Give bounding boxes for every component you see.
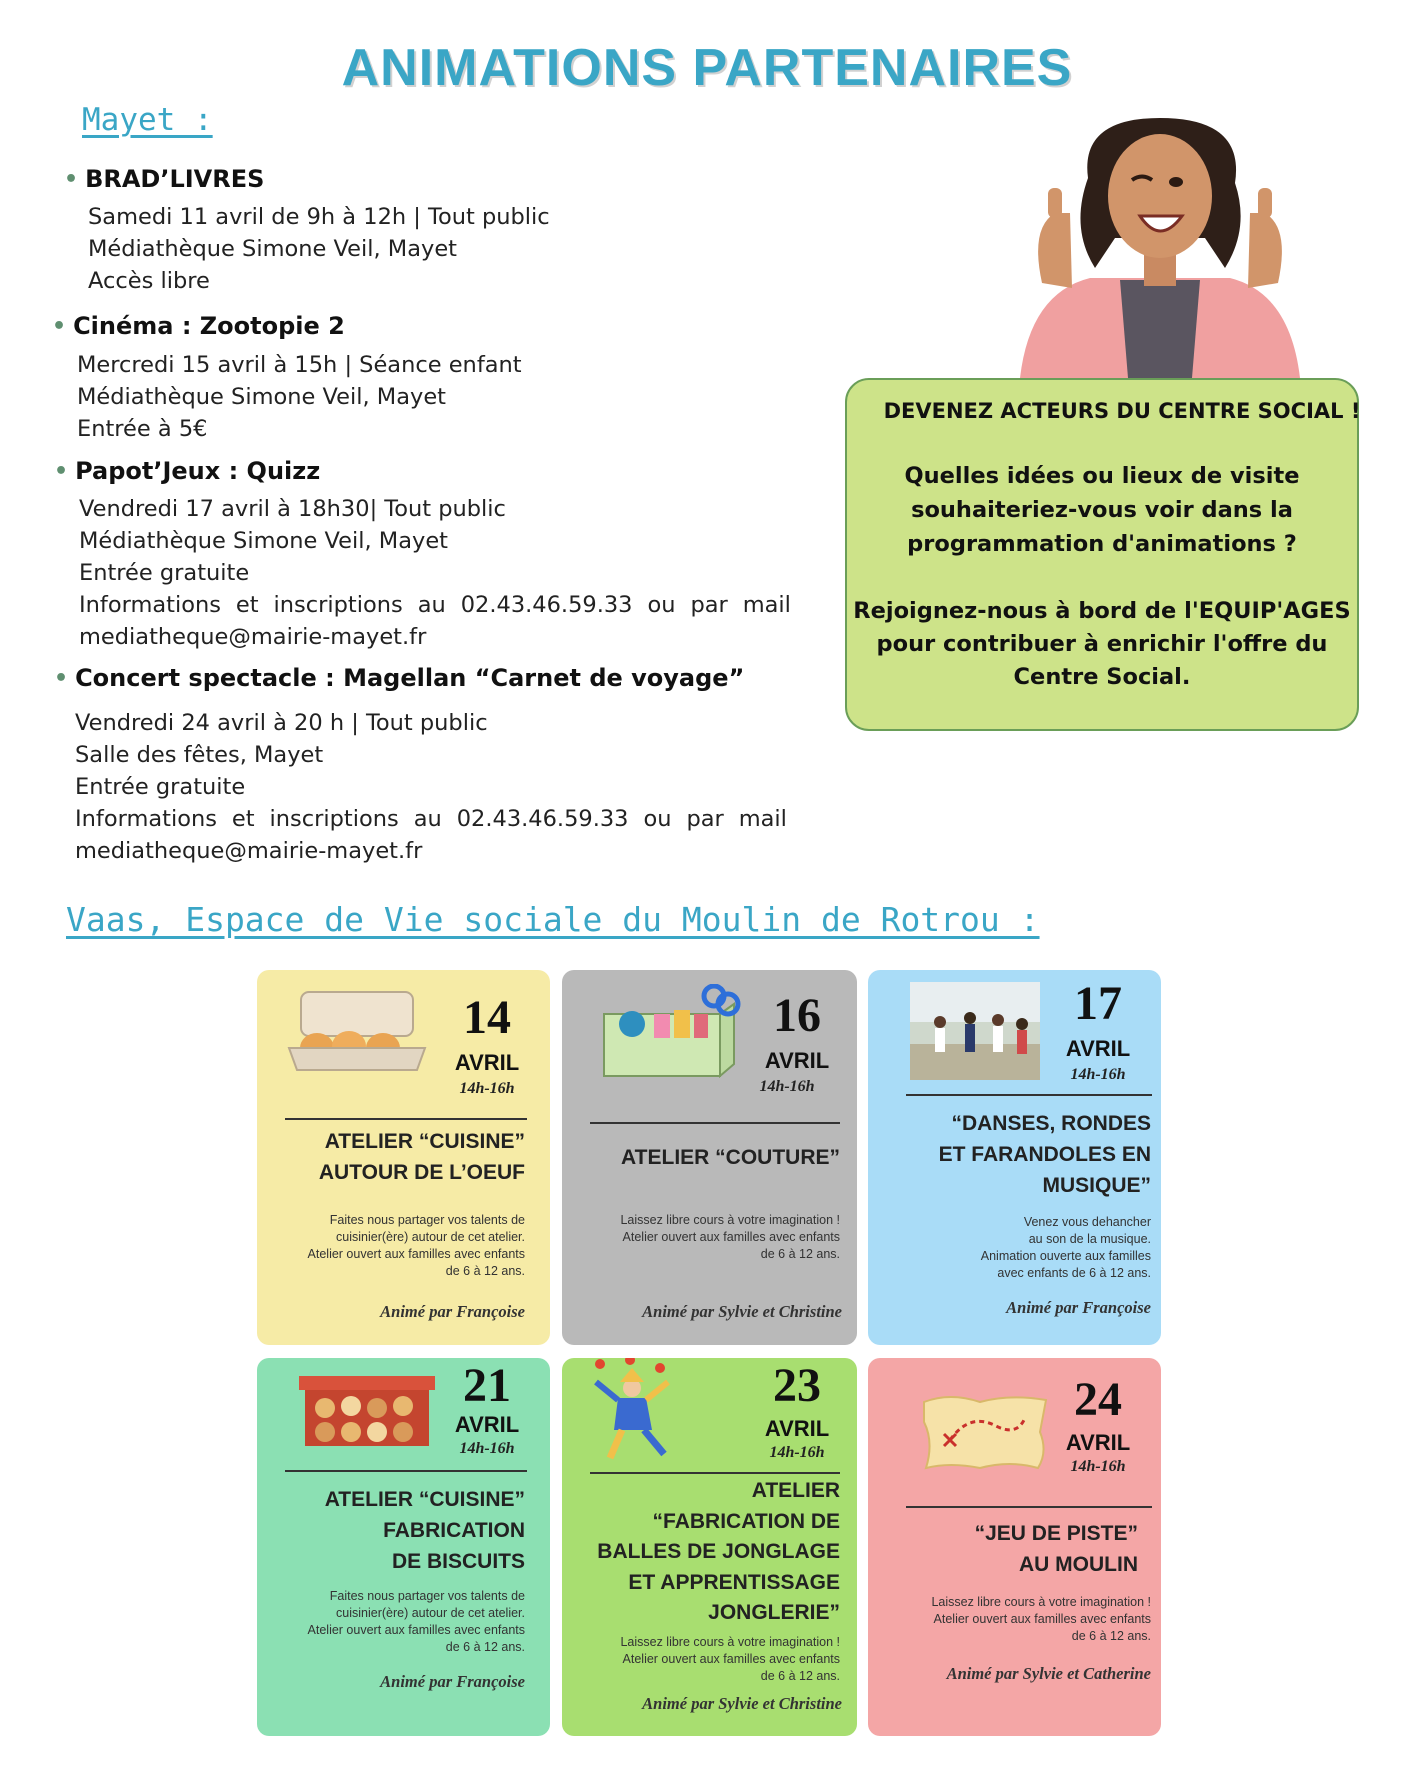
event-card [257, 970, 550, 1345]
event-title: • Papot’Jeux : Quizz [54, 457, 320, 485]
event-line: Entrée à 5€ [77, 416, 208, 442]
event-title: ATELIER “COUTURE” [621, 1146, 840, 1169]
event-day: 21 [463, 1359, 511, 1412]
event-card [562, 970, 857, 1345]
cta-heading: DEVENEZ ACTEURS DU CENTRE SOCIAL ! [883, 399, 1361, 423]
event-email[interactable]: mediatheque@mairie-mayet.fr [79, 624, 427, 650]
event-email[interactable]: mediatheque@mairie-mayet.fr [75, 838, 423, 864]
event-host: Animé par Sylvie et Christine [642, 1302, 842, 1321]
cta-question-line: programmation d'animations ? [907, 531, 1297, 557]
event-month: AVRIL [454, 1050, 520, 1075]
vaas-heading: Vaas, Espace de Vie sociale du Moulin de Rotrou : [66, 900, 1040, 939]
event-hours: 14h-16h [769, 1444, 825, 1461]
dancing-children-photo [910, 982, 1040, 1080]
event-month: AVRIL [1065, 1036, 1131, 1061]
event-card [257, 1358, 550, 1736]
mayet-heading: Mayet : [82, 102, 213, 138]
event-line: Médiathèque Simone Veil, Mayet [88, 236, 457, 262]
cta-join-line: Rejoignez-nous à bord de l'EQUIP'AGES [853, 598, 1351, 624]
event-description: Faites nous partager vos talents de cuisinier(ère) autour de cet atelier. Atelier ouvert aux familles avec enfants de 6 à 12 ans. [307, 1213, 525, 1278]
cta-question-line: Quelles idées ou lieux de visite [904, 463, 1300, 489]
woman-thumbs-up-photo [960, 118, 1360, 378]
event-description: Faites nous partager vos talents de cuisinier(ère) autour de cet atelier. Atelier ouvert aux familles avec enfants de 6 à 12 ans. [307, 1589, 525, 1654]
event-host: Animé par Sylvie et Catherine [946, 1664, 1151, 1683]
event-line: Samedi 11 avril de 9h à 12h | Tout public [88, 204, 550, 230]
page-title: ANIMATIONS PARTENAIRES [341, 39, 1073, 97]
event-description: Laissez libre cours à votre imagination ! Atelier ouvert aux familles avec enfants de 6 à 12 ans. [931, 1595, 1151, 1643]
event-description: Laissez libre cours à votre imagination ! Atelier ouvert aux familles avec enfants de 6 à 12 ans. [620, 1213, 840, 1261]
biscuit-box-icon [297, 1374, 437, 1448]
event-title: ATELIER “CUISINE” FABRICATION DE BISCUITS [324, 1488, 525, 1573]
divider [285, 1118, 527, 1120]
treasure-map-icon [920, 1392, 1050, 1472]
cta-box [845, 378, 1359, 731]
event-month: AVRIL [764, 1048, 830, 1073]
event-info-line: Informations et inscriptions au 02.43.46.59.33 ou par mail [75, 806, 787, 832]
event-host: Animé par Françoise [380, 1672, 525, 1691]
event-day: 16 [773, 989, 821, 1042]
event-hours: 14h-16h [759, 1078, 815, 1095]
event-title: ATELIER “FABRICATION DE BALLES DE JONGLAGE ET APPRENTISSAGE JONGLERIE” [597, 1479, 840, 1624]
divider [906, 1094, 1152, 1096]
divider [285, 1470, 527, 1472]
event-line: Vendredi 17 avril à 18h30| Tout public [79, 496, 506, 522]
event-host: Animé par Françoise [380, 1302, 525, 1321]
event-info-line: Informations et inscriptions au 02.43.46.59.33 ou par mail [79, 592, 791, 618]
event-line: Salle des fêtes, Mayet [75, 742, 324, 768]
event-title: “JEU DE PISTE” AU MOULIN [974, 1522, 1138, 1576]
event-line: Vendredi 24 avril à 20 h | Tout public [75, 710, 488, 736]
event-title: • BRAD’LIVRES [64, 165, 264, 193]
event-month: AVRIL [454, 1412, 520, 1437]
event-title: • Concert spectacle : Magellan “Carnet de voyage” [54, 664, 744, 692]
event-line: Entrée gratuite [79, 560, 250, 586]
event-month: AVRIL [1065, 1430, 1131, 1455]
event-line: Médiathèque Simone Veil, Mayet [77, 384, 446, 410]
event-host: Animé par Françoise [1006, 1298, 1151, 1317]
event-card [562, 1358, 857, 1736]
event-line: Médiathèque Simone Veil, Mayet [79, 528, 448, 554]
event-details [88, 201, 550, 297]
event-line: Entrée gratuite [75, 774, 246, 800]
event-description: Venez vous dehancher au son de la musique. Animation ouverte aux familles avec enfants de 6 à 12 ans. [980, 1215, 1151, 1280]
event-card [868, 970, 1161, 1345]
event-hours: 14h-16h [459, 1440, 515, 1457]
event-day: 24 [1074, 1373, 1122, 1426]
divider [590, 1472, 840, 1474]
event-day: 23 [773, 1359, 821, 1412]
event-title: “DANSES, RONDES ET FARANDOLES EN MUSIQUE” [938, 1112, 1151, 1197]
event-title: • Cinéma : Zootopie 2 [52, 312, 345, 340]
event-line: Mercredi 15 avril à 15h | Séance enfant [77, 352, 522, 378]
event-host: Animé par Sylvie et Christine [642, 1694, 842, 1713]
event-hours: 14h-16h [459, 1080, 515, 1097]
event-month: AVRIL [764, 1416, 830, 1441]
sewing-box-icon [602, 984, 742, 1082]
event-details [75, 707, 787, 867]
event-hours: 14h-16h [1070, 1066, 1126, 1083]
divider [906, 1506, 1152, 1508]
juggler-icon [590, 1358, 690, 1468]
event-details [77, 349, 522, 445]
event-description: Laissez libre cours à votre imagination ! Atelier ouvert aux familles avec enfants de 6 à 12 ans. [620, 1635, 840, 1683]
event-hours: 14h-16h [1070, 1458, 1126, 1475]
cta-join-line: pour contribuer à enrichir l'offre du [876, 631, 1328, 657]
event-day: 17 [1074, 977, 1122, 1030]
event-day: 14 [463, 991, 511, 1044]
event-title: ATELIER “CUISINE” AUTOUR DE L’OEUF [318, 1130, 525, 1184]
event-line: Accès libre [88, 268, 210, 294]
egg-carton-icon [287, 990, 427, 1075]
event-details [79, 493, 791, 653]
event-card [868, 1358, 1161, 1736]
cta-join-line: Centre Social. [1013, 664, 1191, 690]
cta-question-line: souhaiteriez-vous voir dans la [911, 497, 1293, 523]
divider [590, 1122, 840, 1124]
